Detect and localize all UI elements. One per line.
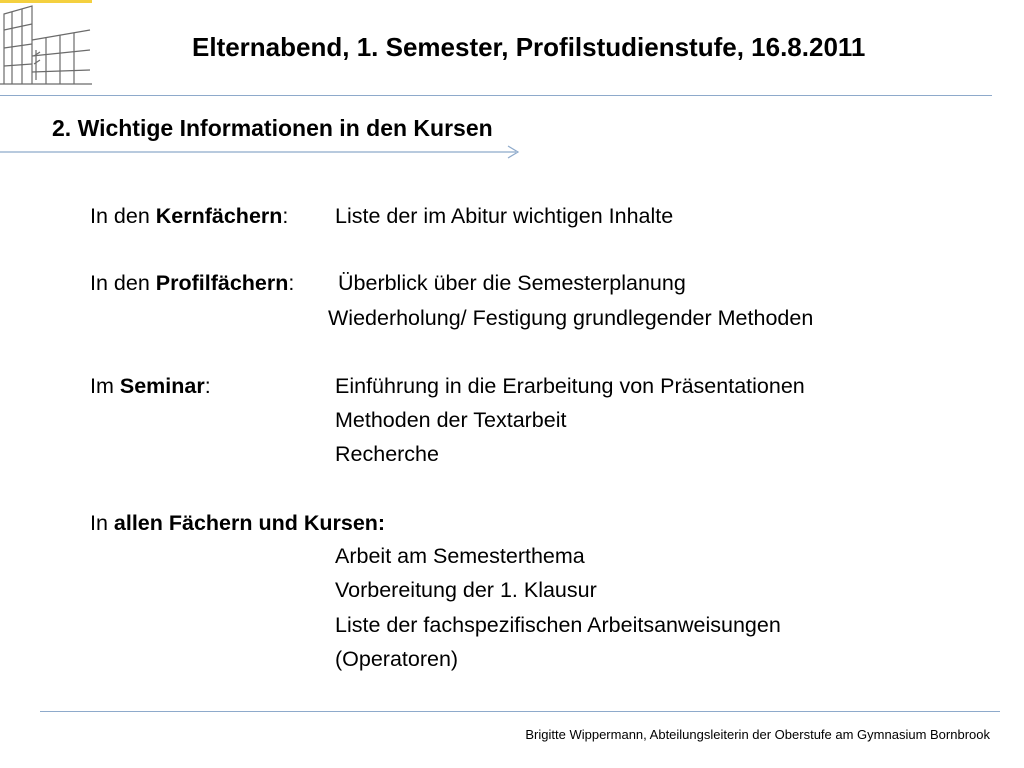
kern-bold: Kernfächern xyxy=(155,204,283,228)
profil-item-2: Wiederholung/ Festigung grundlegender Methoden xyxy=(328,306,814,330)
alle-prefix: In xyxy=(90,511,114,535)
seminar-label xyxy=(90,373,211,399)
seminar-bold: Seminar xyxy=(119,374,205,398)
footer-credit: Brigitte Wippermann, Abteilungsleiterin der Oberstufe am Gymnasium Bornbrook xyxy=(525,727,990,742)
alle-item-2: Vorbereitung der 1. Klausur xyxy=(335,578,597,602)
alle-item-1: Arbeit am Semesterthema xyxy=(335,544,585,568)
heading-arrow-line xyxy=(0,144,524,160)
seminar-suffix: : xyxy=(204,374,211,398)
profil-prefix: In den xyxy=(90,271,156,295)
profil-item-1: Überblick über die Semesterplanung xyxy=(338,271,686,295)
kern-label xyxy=(90,203,288,229)
school-logo xyxy=(0,0,92,92)
seminar-prefix: Im xyxy=(90,374,120,398)
alle-item-3: Liste der fachspezifischen Arbeitsanweisungen xyxy=(335,613,781,637)
seminar-item-3: Recherche xyxy=(335,442,439,466)
profil-bold: Profilfächern xyxy=(155,271,289,295)
alle-bold: allen Fächern und Kursen: xyxy=(113,511,386,535)
kern-suffix: : xyxy=(282,204,289,228)
alle-label xyxy=(90,510,385,536)
seminar-item-1: Einführung in die Erarbeitung von Präsentationen xyxy=(335,374,805,398)
kern-prefix: In den xyxy=(90,204,156,228)
profil-suffix: : xyxy=(288,271,295,295)
section-heading: 2. Wichtige Informationen in den Kursen xyxy=(52,115,493,141)
footer-divider xyxy=(40,711,1000,712)
slide-title: Elternabend, 1. Semester, Profilstudienstufe, 16.8.2011 xyxy=(192,32,866,62)
profil-label xyxy=(90,270,294,296)
seminar-item-2: Methoden der Textarbeit xyxy=(335,408,567,432)
alle-item-4: (Operatoren) xyxy=(335,647,459,671)
kern-item-1: Liste der im Abitur wichtigen Inhalte xyxy=(335,204,674,228)
title-divider xyxy=(0,95,992,96)
